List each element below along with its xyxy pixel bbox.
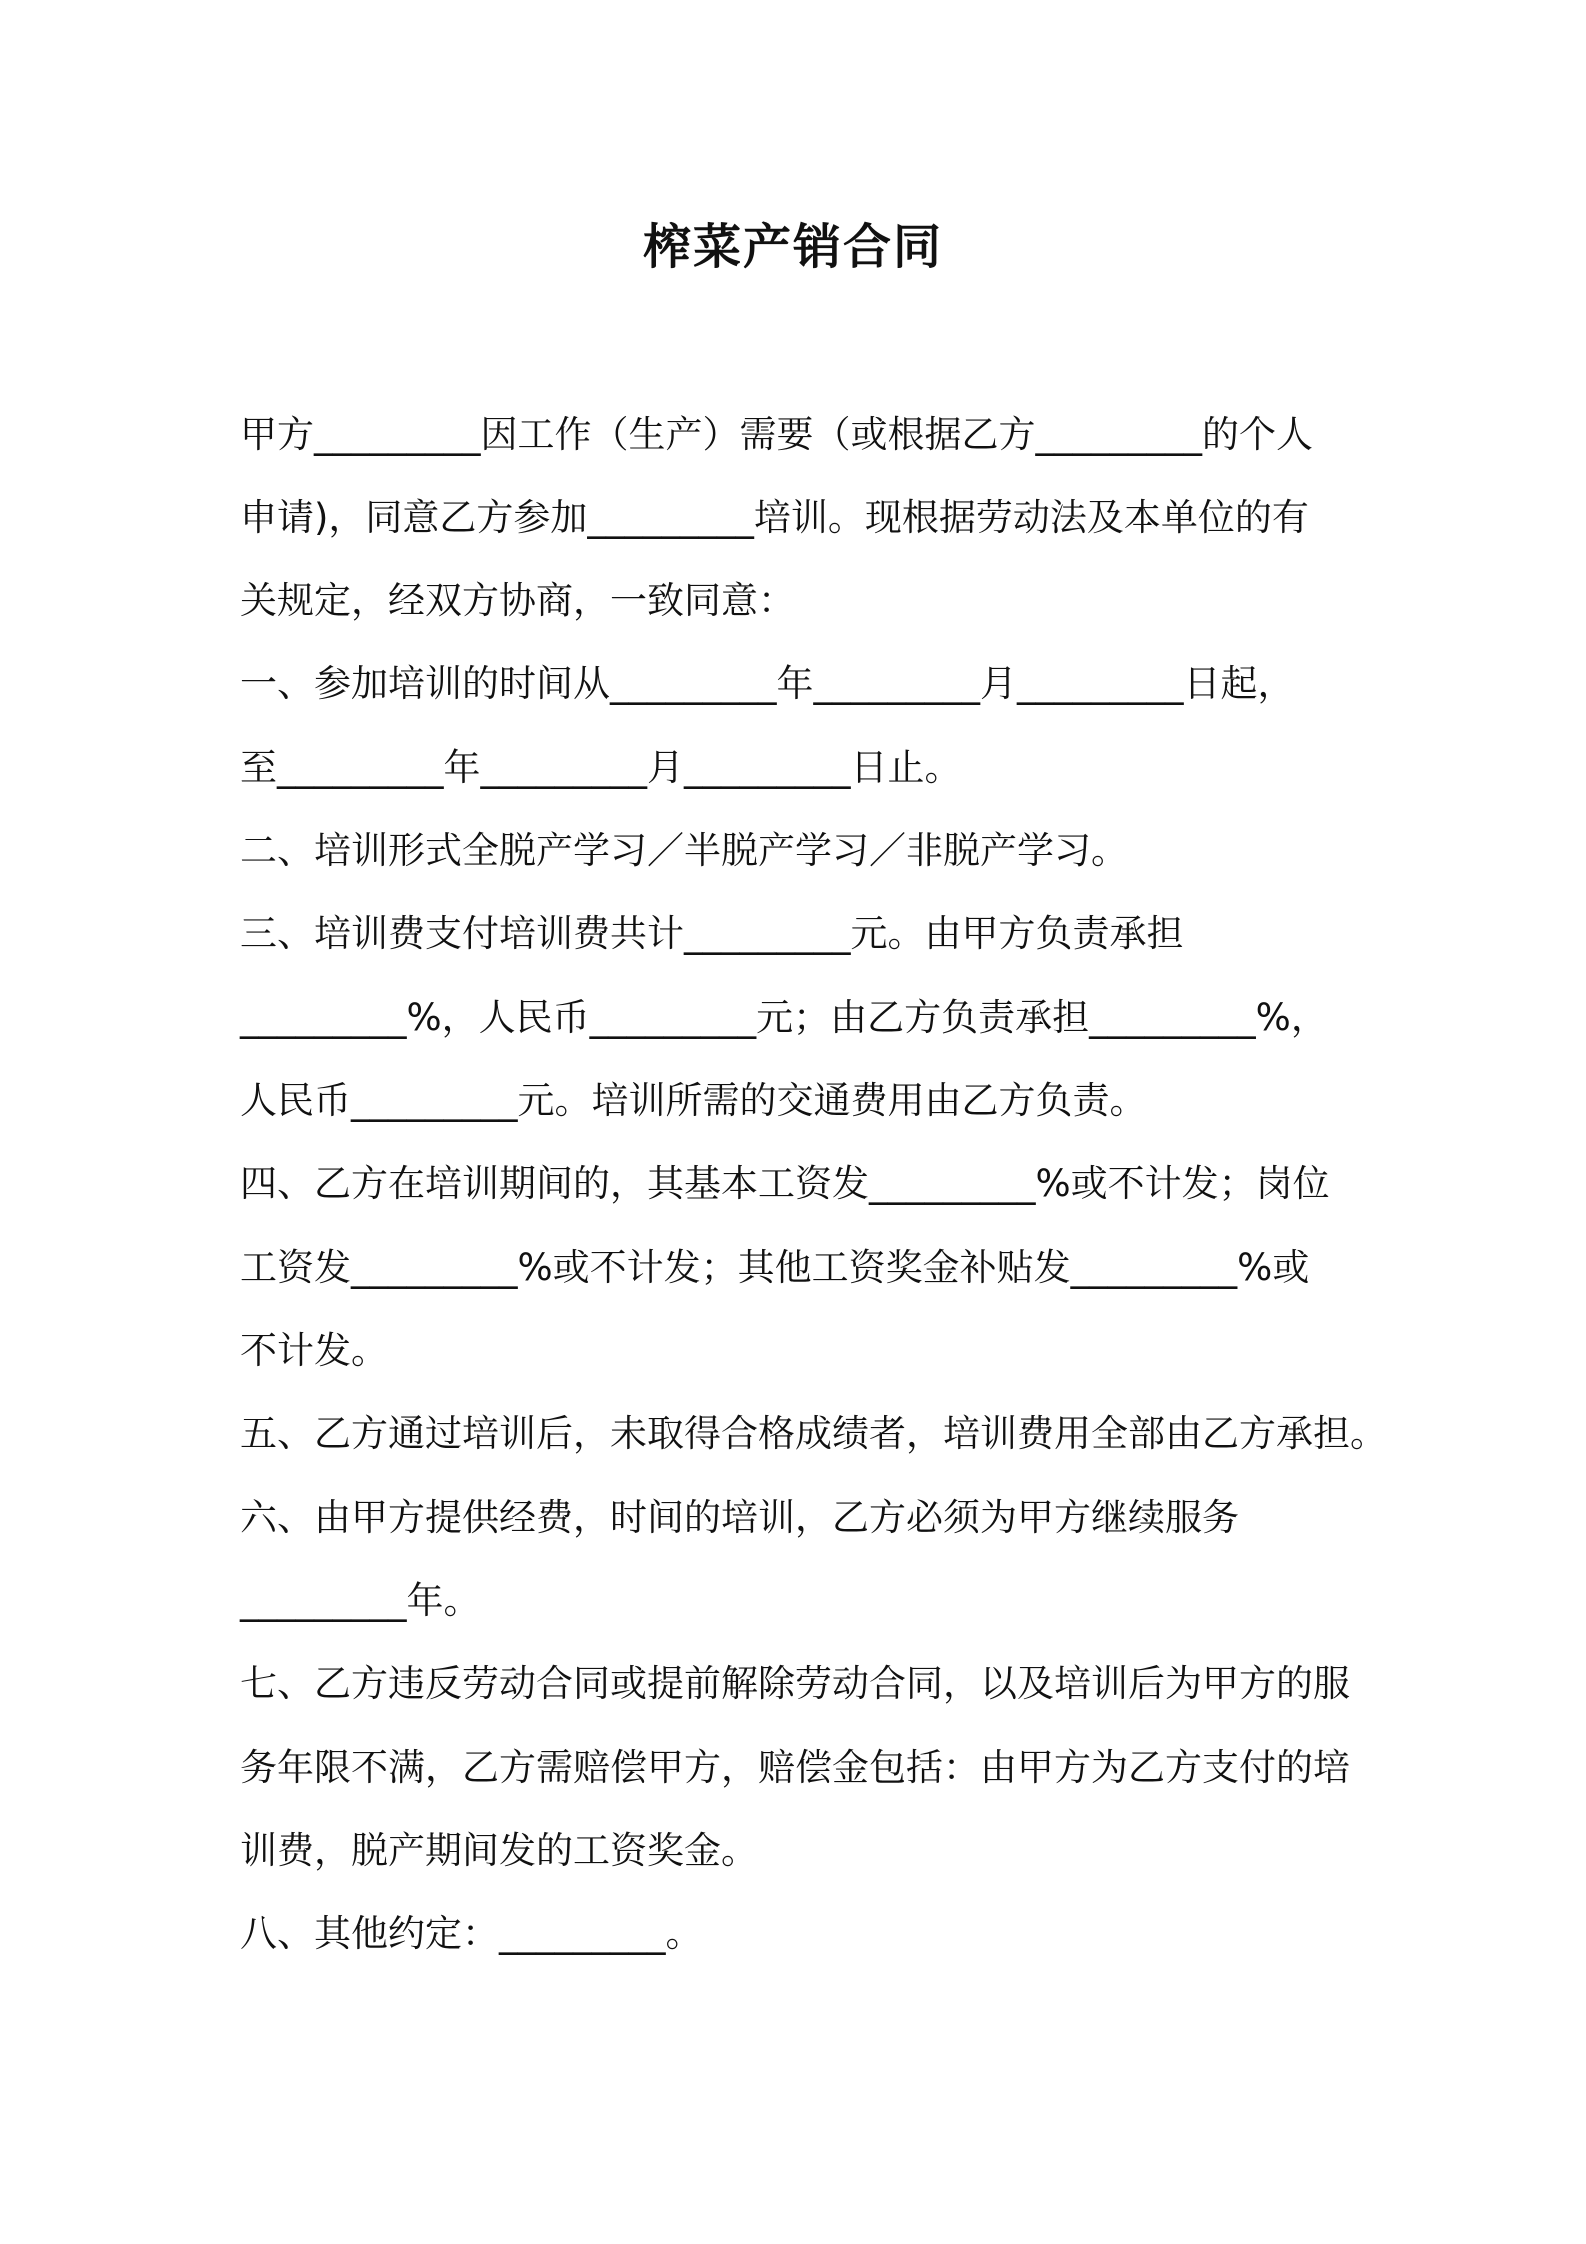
- clause-4-line: 四、乙方在培训期间的，其基本工资发_________%或不计发；岗位: [240, 1162, 1330, 1205]
- clause-4-line: 不计发。: [240, 1329, 388, 1372]
- clause-6-line: _________年。: [240, 1579, 481, 1622]
- clause-3-line: _________%，人民币_________元；由乙方负责承担_________%，: [240, 996, 1328, 1039]
- clause-1-line: 至_________年_________月_________日止。: [240, 746, 962, 789]
- clause-3-line: 人民币_________元。培训所需的交通费用由乙方负责。: [240, 1079, 1147, 1122]
- clause-3-line: 三、培训费支付培训费共计_________元。由甲方负责承担: [240, 912, 1184, 955]
- clause-7-line: 务年限不满，乙方需赔偿甲方，赔偿金包括：由甲方为乙方支付的培: [240, 1746, 1350, 1789]
- clause-7-line: 训费，脱产期间发的工资奖金。: [240, 1829, 758, 1872]
- paragraph-line: 甲方_________因工作（生产）需要（或根据乙方_________的个人: [240, 413, 1313, 456]
- clause-8-line: 八、其他约定：_________。: [240, 1912, 703, 1955]
- clause-4-line: 工资发_________%或不计发；其他工资奖金补贴发_________%或: [240, 1246, 1310, 1289]
- paragraph-line: 申请)，同意乙方参加_________培训。现根据劳动法及本单位的有: [240, 496, 1309, 539]
- paragraph-line: 关规定，经双方协商，一致同意：: [240, 579, 795, 622]
- document-title: 榨菜产销合同: [642, 219, 943, 275]
- clause-6-line: 六、由甲方提供经费，时间的培训，乙方必须为甲方继续服务: [240, 1496, 1239, 1539]
- clause-2-line: 二、培训形式全脱产学习／半脱产学习／非脱产学习。: [240, 829, 1128, 872]
- clause-7-line: 七、乙方违反劳动合同或提前解除劳动合同，以及培训后为甲方的服: [240, 1662, 1350, 1705]
- clause-1-line: 一、参加培训的时间从_________年_________月_________日起，: [240, 662, 1295, 705]
- clause-5-line: 五、乙方通过培训后，未取得合格成绩者，培训费用全部由乙方承担。: [240, 1412, 1387, 1455]
